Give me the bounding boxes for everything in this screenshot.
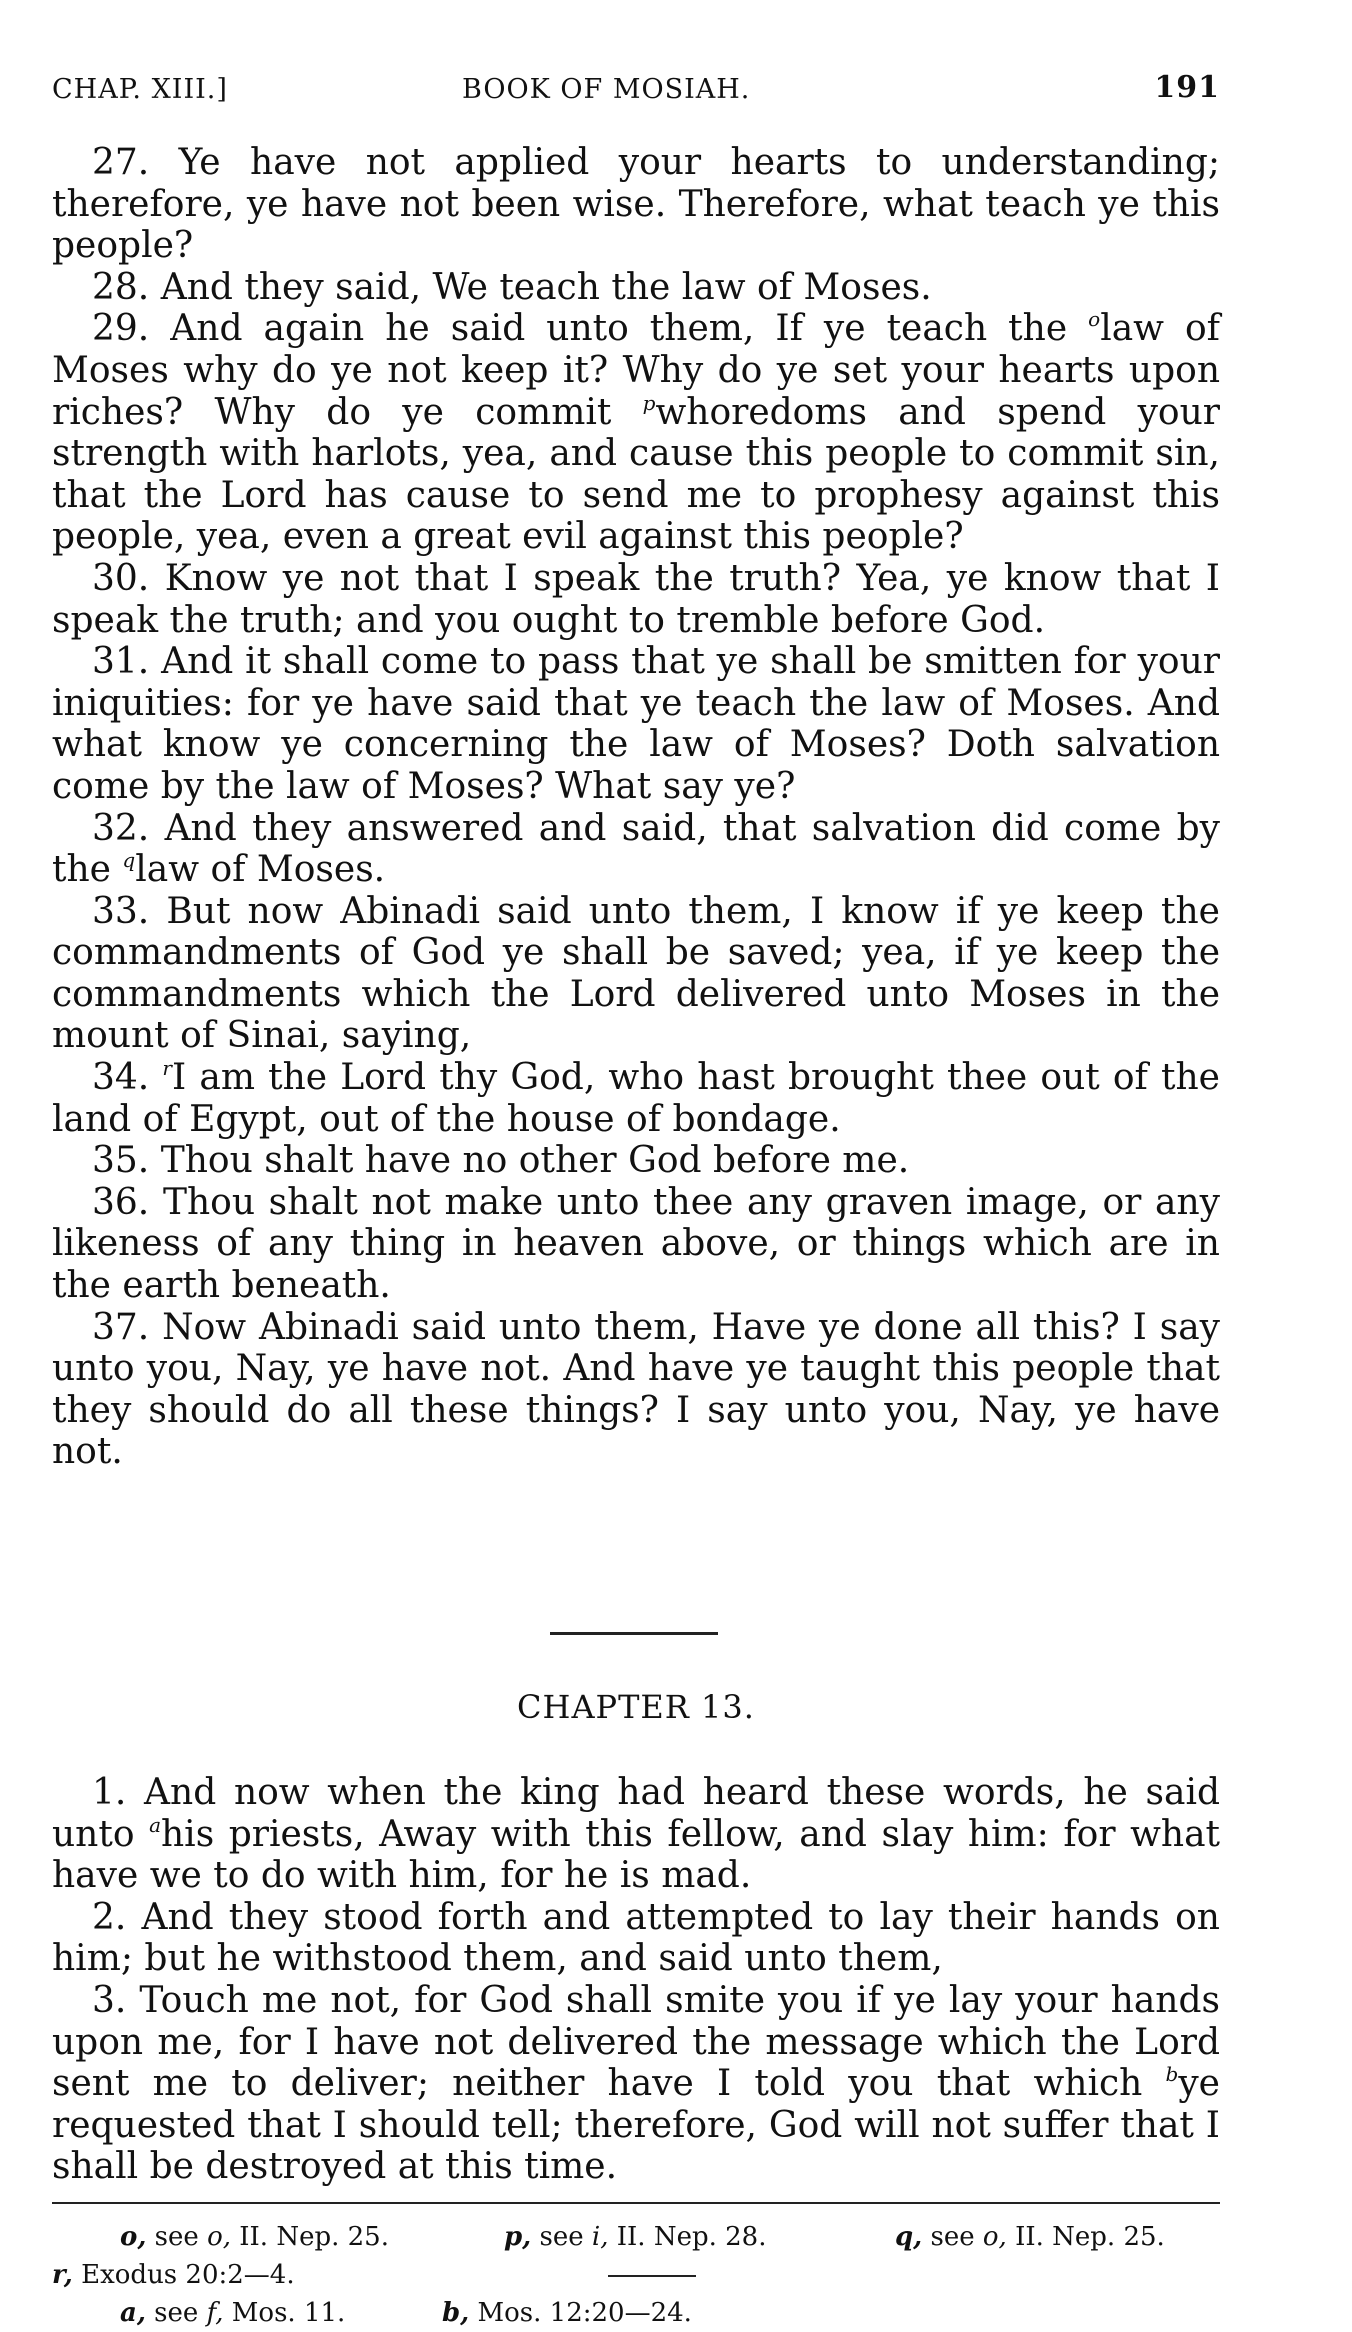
- verse-number: 30.: [92, 557, 150, 599]
- verse-2: [52, 1897, 1220, 1980]
- verse-35: [52, 1140, 1220, 1182]
- verse-3: [52, 1980, 1220, 2188]
- verse-28: [52, 267, 1220, 309]
- book-title: BOOK OF MOSIAH.: [462, 74, 751, 105]
- verse-text: whoredoms and spend your strength with harlots, yea, and cause this people to commit sin, that the Lord has cause to send me to prophesy against this people, yea, even a great evil against this people?: [52, 391, 1220, 558]
- page-number: 191: [1154, 70, 1220, 105]
- verse-32: [52, 808, 1220, 891]
- verse-number: 1.: [92, 1772, 127, 1813]
- verse-text: Thou shalt not make unto thee any graven image, or any likeness of any thing in heaven above, or things which are in the earth beneath.: [52, 1181, 1221, 1307]
- verse-number: 36.: [92, 1181, 150, 1223]
- footnote-line: [52, 2256, 1220, 2294]
- verse-text: And now when the king had heard these words, he said unto: [52, 1772, 1221, 1855]
- verse-text: I am the Lord thy God, who hast brought thee out of the land of Egypt, out of the house of bondage.: [52, 1057, 1220, 1140]
- verse-text: And they stood forth and attempted to lay their hands on him; but he withstood them, and said unto them,: [52, 1896, 1220, 1980]
- footnote-mark-r: r: [162, 1056, 172, 1081]
- verse-text: And it shall come to pass that ye shall be smitten for your iniquities: for ye have said that ye teach the law of Moses. And what know ye concerning the law of Moses? Doth salvation come by the law of Moses? What say ye?: [52, 641, 1220, 807]
- verse-29: [52, 308, 1220, 558]
- footnote-mark-q: q: [122, 848, 136, 873]
- verse-number: 28.: [92, 266, 150, 308]
- verse-33: [52, 891, 1220, 1057]
- verse-31: [52, 641, 1220, 807]
- verse-number: 31.: [92, 641, 150, 683]
- verse-36: [52, 1182, 1220, 1307]
- verse-block-chapter-12: [52, 142, 1220, 1473]
- verse-text: his priests, Away with this fellow, and slay him: for what have we to do with him, for he is mad.: [52, 1813, 1220, 1897]
- verse-30: [52, 558, 1220, 641]
- verse-number: 37.: [92, 1306, 150, 1348]
- footnote-mark-a: a: [149, 1812, 161, 1837]
- verse-text: And they answered and said, that salvation did come by the: [52, 807, 1220, 891]
- verse-number: 2.: [92, 1896, 127, 1938]
- verse-37: [52, 1307, 1220, 1473]
- verse-number: 35.: [92, 1140, 150, 1182]
- verse-number: 27.: [92, 142, 150, 183]
- chapter-label: CHAP. XIII.]: [52, 74, 228, 105]
- footnote-line: [52, 2218, 1220, 2256]
- verse-text: ye requested that I should tell; therefore, God will not suffer that I shall be destroyed at this time.: [52, 2063, 1220, 2188]
- verse-text: And they said, We teach the law of Moses.: [160, 266, 932, 308]
- verse-text: Ye have not applied your hearts to understanding; therefore, ye have not been wise. Therefore, what teach ye this people?: [52, 142, 1220, 267]
- verse-text: Now Abinadi said unto them, Have ye done all this? I say unto you, Nay, ye have not. And have ye taught this people that they should do all these things? I say unto you, Nay, ye have not.: [52, 1306, 1221, 1473]
- verse-text: law of Moses.: [135, 849, 386, 891]
- footnote-mark-o: o: [1088, 307, 1101, 332]
- verse-text: But now Abinadi said unto them, I know if ye keep the commandments of God ye shall be saved; yea, if ye keep the commandments which the Lord delivered unto Moses in the mount of Sinai, saying,: [52, 890, 1220, 1057]
- footnote-mark-b: b: [1165, 2062, 1179, 2087]
- book-page: [52, 60, 1221, 2328]
- verse-number: 34.: [92, 1057, 150, 1099]
- verse-number: 29.: [92, 308, 150, 350]
- verse-text: Thou shalt have no other God before me.: [160, 1140, 910, 1182]
- footnote-b: b, Mos. 12:20—24.: [442, 2298, 692, 2328]
- verse-1: [52, 1772, 1220, 1897]
- section-divider: [550, 1632, 718, 1635]
- footnote-q: q, see o, II. Nep. 25.: [895, 2222, 1165, 2252]
- footnote-r: r, Exodus 20:2—4.: [52, 2260, 295, 2290]
- verse-number: 32.: [92, 807, 150, 849]
- verse-number: 3.: [92, 1979, 127, 2021]
- footnotes: [52, 2218, 1220, 2332]
- verse-34: [52, 1057, 1220, 1140]
- verse-number: 33.: [92, 890, 150, 932]
- footnote-a: a, see f, Mos. 11.: [120, 2298, 346, 2328]
- verse-text: law of Moses why do ye not keep it? Why do ye set your hearts upon riches? Why do ye commit: [52, 308, 1221, 433]
- verse-27: [52, 142, 1220, 267]
- verse-text: Know ye not that I speak the truth? Yea, ye know that I speak the truth; and you ought to tremble before God.: [52, 557, 1220, 641]
- footnote-p: p, see i, II. Nep. 28.: [504, 2222, 767, 2252]
- footnote-line: [52, 2294, 1220, 2332]
- verse-text: And again he said unto them, If ye teach the: [170, 308, 1089, 350]
- footnote-o: o, see o, II. Nep. 25.: [120, 2222, 389, 2252]
- footnote-mini-rule: [608, 2275, 696, 2277]
- footnote-mark-p: p: [642, 390, 656, 415]
- verse-text: Touch me not, for God shall smite you if ye lay your hands upon me, for I have not delivered the message which the Lord sent me to deliver; neither have I told you that which: [52, 1979, 1220, 2105]
- verse-block-chapter-13: [52, 1772, 1220, 2188]
- footnote-rule: [52, 2202, 1220, 2204]
- running-header: [52, 60, 1220, 108]
- chapter-heading: CHAPTER 13.: [517, 1688, 755, 1726]
